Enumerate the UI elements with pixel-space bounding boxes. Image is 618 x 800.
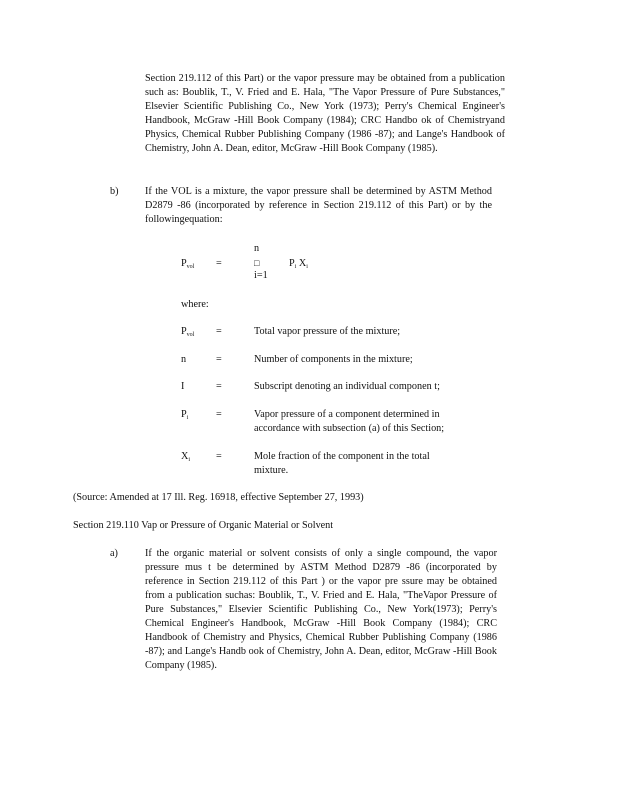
definition-symbol: $P_i$ [181, 409, 189, 421]
equation-lhs: $P_{vol}$ [181, 258, 195, 270]
sum-lower-limit: i=1 [254, 270, 268, 281]
sum-upper-limit: n [254, 243, 260, 254]
definition-equals: = [216, 381, 222, 392]
definition-symbol: $X_i$ [181, 451, 191, 463]
item-b-text: If the VOL is a mixture, the vapor pressure shall be determined by ASTM Method D2879 -86 (incorporated by reference in Section 219.112 of this Part) or by the followingequation: [145, 186, 492, 225]
item-b-label: b) [110, 186, 119, 197]
definition-text: Vapor pressure of a component determined in [254, 409, 440, 420]
definition-equals: = [216, 326, 222, 337]
definition-equals: = [216, 451, 222, 462]
summation-symbol: □ [254, 258, 260, 268]
definition-equals: = [216, 354, 222, 365]
source-note: (Source: Amended at 17 Ill. Reg. 16918, effective September 27, 1993) [73, 492, 364, 503]
section-heading: Section 219.110 Vap or Pressure of Organic Material or Solvent [73, 520, 334, 531]
where-label: where: [181, 299, 209, 310]
item-a-text: If the organic material or solvent consists of only a single compound, the vapor pressure mus t be determined by ASTM Method D2879 -86 (incorporated by reference in Section 219.112 of this Part ) or the vapor pre ssure may be obtained from a publication suchas: Boublik, T., V. Fried and E. Hala, "TheVapor Pressure of Pure Substances," Elsevier Scientific Publishing Co., New York(1973); Perry's Chemical Engineer's Handbook, McGraw -Hill Book Company (1984); CRC Handbook of Chemistry and Physics, Chemical Rubber Publishing Company (1986 -87); and Lange's Handb ook of Chemistry, John A. Dean, editor, McGraw -Hill Book Company (1985). [145, 548, 497, 671]
definition-text: Number of components in the mixture; [254, 354, 413, 365]
definition-text: Mole fraction of the component in the total [254, 451, 430, 462]
intro-paragraph: Section 219.112 of this Part) or the vapor pressure may be obtained from a publication such as: Boublik, T., V. Fried and E. Hala, "The Vapor Pressure of Pure Substances," Elsevier Scientific Publishing Co., New York (1973); Perry's Chemical Engineer's Handbook, McGraw -Hill Book Company (1984); CRC Handbo ok of Chemistryand Physics, Chemical Rubber Publishing Company (1986 -87); and Lange's Handbook of Chemistry, John A. Dean, editor, McGraw -Hill Book Company (1985). [145, 73, 505, 154]
item-a-label: a) [110, 548, 118, 559]
definition-text: Subscript denoting an individual componen t; [254, 381, 440, 392]
equation-equals: = [216, 258, 222, 269]
definition-text: accordance with subsection (a) of this Section; [254, 423, 445, 434]
definition-symbol: $P_{vol}$ [181, 326, 195, 338]
definition-symbol: I [181, 381, 185, 392]
definition-equals: = [216, 409, 222, 420]
definition-text: Total vapor pressure of the mixture; [254, 326, 401, 337]
definition-text: mixture. [254, 465, 289, 476]
equation-term: $P_i$ $X_i$ [289, 258, 308, 270]
definition-symbol: n [181, 354, 187, 365]
